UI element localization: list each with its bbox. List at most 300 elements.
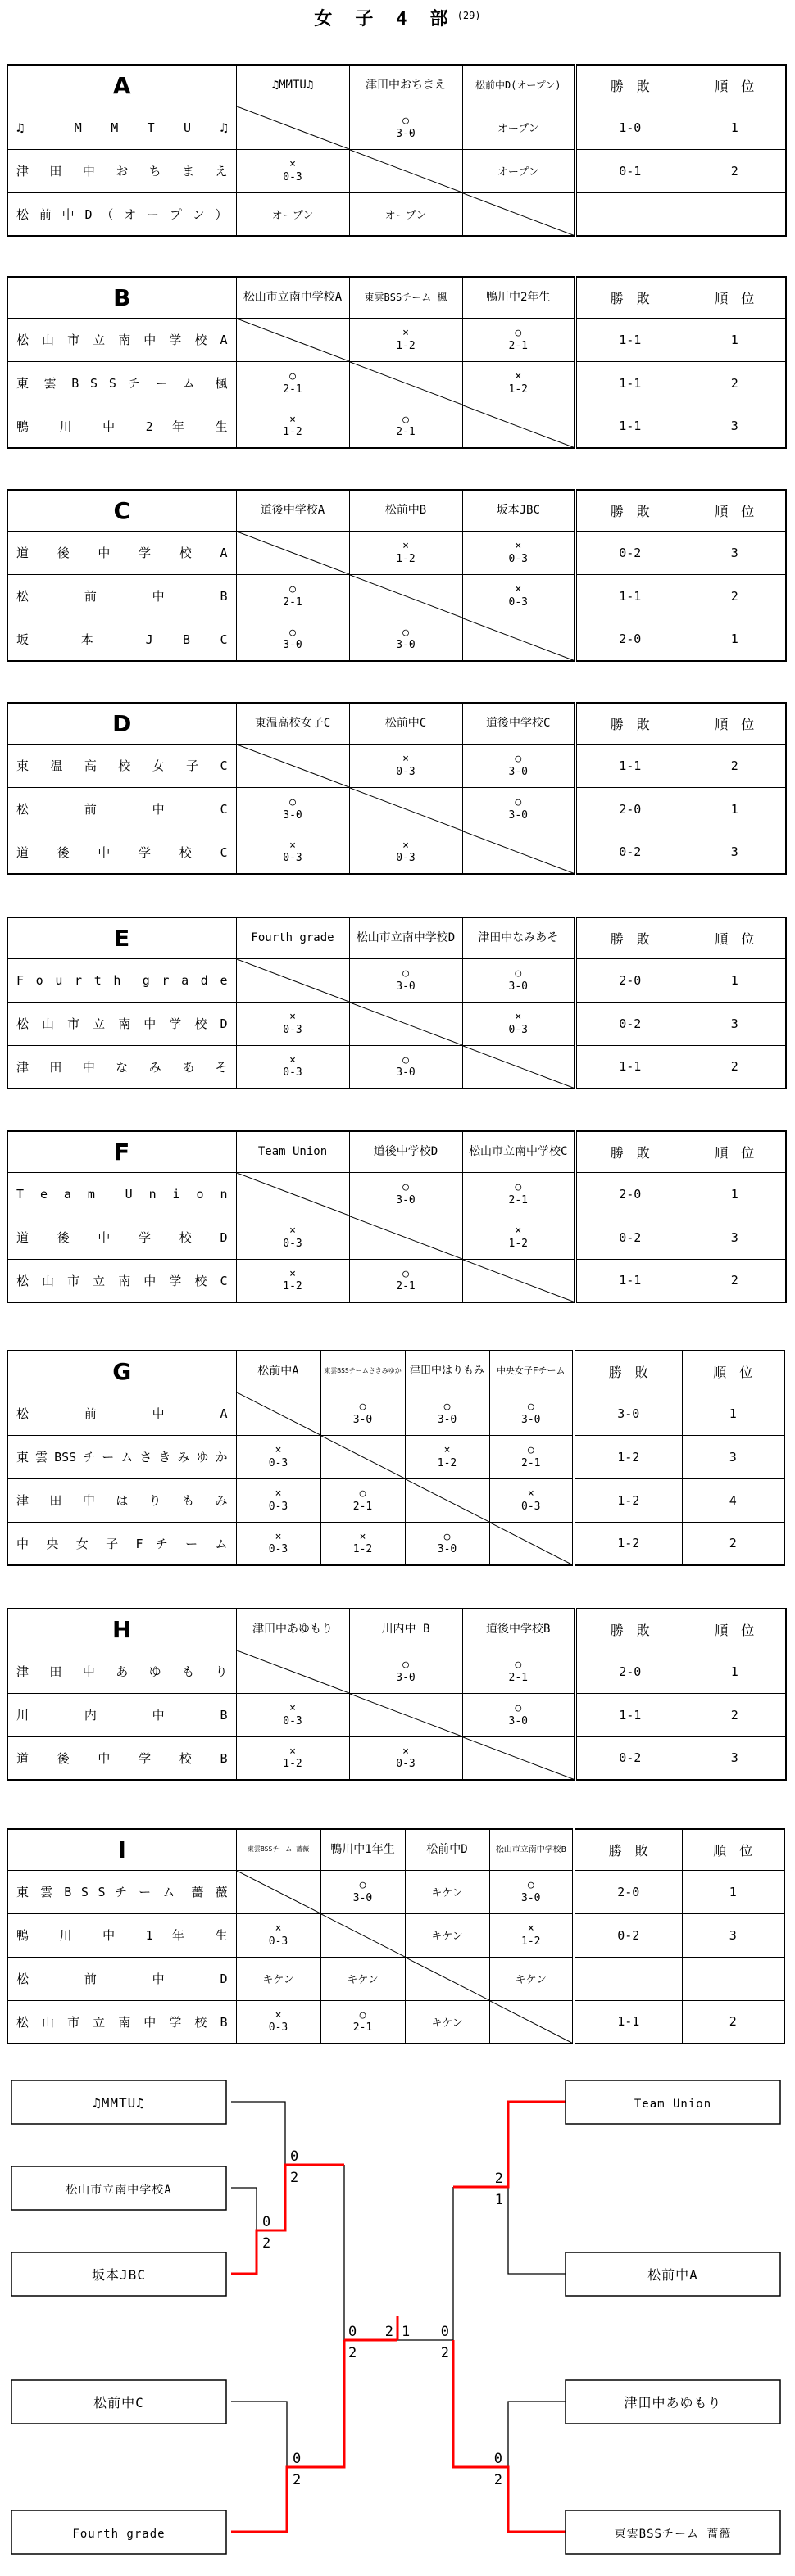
result-score: 3-0 bbox=[521, 1891, 541, 1904]
table-row bbox=[7, 192, 786, 236]
result-cell bbox=[462, 744, 575, 787]
bracket-team-label: 松前中A bbox=[647, 2267, 698, 2283]
team-name: 松 山 市 立 南 中 学 校 D bbox=[7, 1002, 236, 1045]
table-row bbox=[7, 1693, 786, 1736]
team-name: 松 前 中 D bbox=[7, 1957, 236, 2000]
win-loss-value: 0-2 bbox=[575, 1216, 684, 1259]
result-mark: ○ bbox=[443, 1530, 451, 1543]
diagonal-line bbox=[350, 1216, 462, 1259]
rank-value: 2 bbox=[684, 1259, 786, 1302]
result-mark: × bbox=[359, 1530, 366, 1543]
team-name: 松 前 中 D （ オ ー プ ン ） bbox=[7, 192, 236, 236]
diagonal-line bbox=[350, 150, 462, 192]
table-row bbox=[7, 1650, 786, 1693]
win-loss-value: 1-1 bbox=[575, 744, 684, 787]
bracket-team-label: 東雲BSSチーム 薔薇 bbox=[614, 2528, 732, 2541]
rank-value: 2 bbox=[684, 1693, 786, 1736]
group-c-table bbox=[7, 489, 787, 662]
result-text: キケン bbox=[515, 1974, 547, 1986]
opponent-header: 中央女子Fチーム bbox=[489, 1351, 574, 1392]
bracket-score: 0 bbox=[440, 2324, 449, 2340]
result-cell bbox=[236, 1736, 349, 1780]
result-mark: × bbox=[289, 1745, 296, 1758]
result-cell bbox=[320, 1522, 405, 1565]
table-row bbox=[7, 531, 786, 574]
self-cell bbox=[236, 318, 349, 361]
opponent-header: 津田中おちまえ bbox=[349, 65, 462, 106]
table-row bbox=[7, 1522, 784, 1565]
result-cell bbox=[489, 1392, 574, 1435]
result-score: 0-3 bbox=[268, 1543, 288, 1556]
self-cell bbox=[236, 531, 349, 574]
win-loss-value: 1-1 bbox=[575, 1693, 684, 1736]
bracket-score: 2 bbox=[293, 2472, 302, 2488]
result-cell bbox=[236, 1913, 320, 1957]
win-loss-value: 0-1 bbox=[575, 149, 684, 192]
win-loss-header: 勝 敗 bbox=[575, 277, 684, 318]
opponent-header: 松前中D(オープン) bbox=[462, 65, 575, 106]
win-loss-header: 勝 敗 bbox=[574, 1351, 682, 1392]
result-mark: ○ bbox=[527, 1443, 534, 1456]
opponent-header: 松前中A bbox=[236, 1351, 320, 1392]
self-cell bbox=[236, 744, 349, 787]
result-cell bbox=[462, 361, 575, 405]
win-loss-value: 1-1 bbox=[574, 2000, 682, 2044]
rank-header: 順 位 bbox=[684, 1131, 786, 1172]
result-text: オープン bbox=[497, 166, 539, 179]
win-loss-value bbox=[575, 192, 684, 236]
result-score: 3-0 bbox=[396, 127, 416, 140]
result-cell bbox=[236, 149, 349, 192]
result-mark: ○ bbox=[515, 1701, 522, 1714]
self-cell bbox=[462, 405, 575, 448]
result-score: 1-2 bbox=[521, 1935, 541, 1948]
rank-value: 2 bbox=[684, 744, 786, 787]
rank-value: 2 bbox=[682, 1522, 784, 1565]
result-cell bbox=[236, 2000, 320, 2044]
result-mark: × bbox=[402, 326, 409, 339]
diagonal-line bbox=[321, 1436, 405, 1478]
win-loss-value: 2-0 bbox=[575, 1650, 684, 1693]
result-mark: ○ bbox=[402, 626, 409, 639]
diagonal-line bbox=[463, 831, 575, 874]
bracket-score: 2 bbox=[384, 2324, 393, 2340]
table-row bbox=[7, 1736, 786, 1780]
result-cell bbox=[236, 405, 349, 448]
result-score: 3-0 bbox=[437, 1413, 457, 1426]
result-score: 1-2 bbox=[352, 1543, 373, 1556]
result-mark: ○ bbox=[443, 1400, 451, 1413]
result-cell bbox=[462, 574, 575, 618]
result-mark: ○ bbox=[402, 1658, 409, 1671]
diagonal-line bbox=[406, 1958, 489, 2000]
self-cell bbox=[405, 1478, 489, 1522]
result-cell bbox=[405, 1870, 489, 1913]
self-cell bbox=[489, 2000, 574, 2044]
group-label: I bbox=[7, 1829, 236, 1870]
self-cell bbox=[320, 1435, 405, 1478]
win-loss-value: 1-2 bbox=[574, 1435, 682, 1478]
result-score: 3-0 bbox=[352, 1413, 373, 1426]
result-score: 2-1 bbox=[508, 1671, 528, 1684]
result-text: オープン bbox=[497, 123, 539, 135]
bracket-team-label: Fourth grade bbox=[72, 2528, 166, 2541]
diagonal-line bbox=[350, 1694, 462, 1736]
result-mark: ○ bbox=[527, 1878, 534, 1891]
table-row bbox=[7, 744, 786, 787]
team-name: 道 後 中 学 校 C bbox=[7, 831, 236, 874]
win-loss-value: 1-2 bbox=[574, 1522, 682, 1565]
group-h-table bbox=[7, 1608, 787, 1781]
result-score: 1-2 bbox=[437, 1456, 457, 1469]
win-loss-value: 1-1 bbox=[575, 1045, 684, 1089]
result-cell bbox=[489, 1957, 574, 2000]
win-loss-value: 2-0 bbox=[575, 1172, 684, 1216]
diagonal-line bbox=[463, 1046, 575, 1089]
diagonal-line bbox=[237, 532, 349, 574]
result-score: 3-0 bbox=[508, 765, 528, 778]
diagonal-line bbox=[350, 1003, 462, 1045]
win-loss-header: 勝 敗 bbox=[575, 490, 684, 531]
result-score: 0-3 bbox=[508, 552, 528, 565]
result-cell bbox=[462, 1002, 575, 1045]
result-cell bbox=[236, 1522, 320, 1565]
result-score: 2-1 bbox=[508, 339, 528, 352]
team-name: 東雲BSSチームさきみゆか bbox=[7, 1435, 236, 1478]
result-cell bbox=[462, 1650, 575, 1693]
win-loss-value: 2-0 bbox=[574, 1870, 682, 1913]
team-name: 東 温 高 校 女 子 C bbox=[7, 744, 236, 787]
result-cell bbox=[349, 1650, 462, 1693]
result-cell bbox=[349, 618, 462, 661]
opponent-header: 東温高校女子C bbox=[236, 703, 349, 744]
self-cell bbox=[236, 958, 349, 1002]
bracket-team-label: 松山市立南中学校A bbox=[66, 2184, 172, 2197]
opponent-header: 東雲BSSチームさきみゆか bbox=[320, 1351, 405, 1392]
self-cell bbox=[236, 1650, 349, 1693]
result-score: 0-3 bbox=[521, 1500, 541, 1513]
win-loss-value: 2-0 bbox=[575, 787, 684, 831]
self-cell bbox=[236, 1392, 320, 1435]
result-mark: ○ bbox=[527, 1400, 534, 1413]
result-cell bbox=[236, 1045, 349, 1089]
team-name: T e a m U n i o n bbox=[7, 1172, 236, 1216]
result-cell bbox=[236, 192, 349, 236]
opponent-header: 松山市立南中学校A bbox=[236, 277, 349, 318]
result-score: 3-0 bbox=[352, 1891, 373, 1904]
win-loss-value: 0-2 bbox=[575, 1736, 684, 1780]
opponent-header: 津田中あゆもり bbox=[236, 1609, 349, 1650]
result-mark: × bbox=[275, 1922, 282, 1935]
result-cell bbox=[349, 192, 462, 236]
result-cell bbox=[405, 1913, 489, 1957]
result-mark: × bbox=[289, 839, 296, 852]
result-mark: × bbox=[289, 1267, 296, 1280]
rank-value: 1 bbox=[684, 318, 786, 361]
team-name: 東 雲 B S S チ ー ム 薔 薇 bbox=[7, 1870, 236, 1913]
opponent-header: 津田中はりもみ bbox=[405, 1351, 489, 1392]
result-score: 1-2 bbox=[396, 552, 416, 565]
result-mark: ○ bbox=[289, 582, 296, 595]
result-text: キケン bbox=[431, 1931, 463, 1943]
bracket-team-label: 松前中C bbox=[93, 2395, 144, 2411]
opponent-header: 津田中なみあそ bbox=[462, 917, 575, 958]
bracket-score: 2 bbox=[262, 2235, 271, 2252]
bracket-line bbox=[508, 2402, 566, 2467]
result-cell bbox=[462, 1693, 575, 1736]
result-score: 3-0 bbox=[283, 808, 302, 822]
table-row bbox=[7, 106, 786, 149]
bracket-score: 1 bbox=[402, 2324, 411, 2340]
win-loss-value: 0-2 bbox=[575, 531, 684, 574]
win-loss-value: 1-1 bbox=[575, 405, 684, 448]
opponent-header: 道後中学校B bbox=[462, 1609, 575, 1650]
rank-header: 順 位 bbox=[684, 65, 786, 106]
result-mark: × bbox=[289, 1053, 296, 1066]
self-cell bbox=[462, 192, 575, 236]
self-cell bbox=[236, 106, 349, 149]
result-cell bbox=[462, 787, 575, 831]
bracket-line bbox=[508, 2187, 566, 2274]
result-score: 0-3 bbox=[283, 170, 302, 183]
result-cell bbox=[462, 1216, 575, 1259]
result-mark: × bbox=[515, 369, 522, 383]
bracket-score: 0 bbox=[493, 2451, 502, 2467]
result-score: 3-0 bbox=[508, 1714, 528, 1727]
team-name: 道 後 中 学 校 A bbox=[7, 531, 236, 574]
team-name: 松 山 市 立 南 中 学 校 A bbox=[7, 318, 236, 361]
opponent-header: 東雲BSSチーム 楓 bbox=[349, 277, 462, 318]
bracket-team-label: ♫MMTU♫ bbox=[93, 2095, 145, 2111]
result-mark: ○ bbox=[402, 413, 409, 426]
win-loss-value: 1-1 bbox=[575, 361, 684, 405]
result-score: 0-3 bbox=[283, 1023, 302, 1036]
win-loss-header: 勝 敗 bbox=[575, 65, 684, 106]
rank-value: 2 bbox=[684, 361, 786, 405]
table-row bbox=[7, 1957, 784, 2000]
bracket-team-label: 津田中あゆもり bbox=[624, 2395, 722, 2411]
result-mark: × bbox=[515, 1010, 522, 1023]
result-cell bbox=[236, 1693, 349, 1736]
rank-header: 順 位 bbox=[684, 917, 786, 958]
diagonal-line bbox=[406, 1479, 489, 1522]
result-cell bbox=[462, 958, 575, 1002]
diagonal-line bbox=[237, 1392, 320, 1435]
result-cell bbox=[236, 1002, 349, 1045]
result-score: 3-0 bbox=[396, 980, 416, 993]
result-mark: × bbox=[515, 539, 522, 552]
rank-value: 2 bbox=[684, 149, 786, 192]
diagonal-line bbox=[237, 1173, 349, 1216]
result-cell bbox=[236, 1478, 320, 1522]
rank-value: 1 bbox=[684, 618, 786, 661]
result-cell bbox=[462, 531, 575, 574]
result-cell bbox=[349, 531, 462, 574]
table-row bbox=[7, 787, 786, 831]
result-score: 0-3 bbox=[283, 1714, 302, 1727]
result-score: 2-1 bbox=[352, 2021, 373, 2035]
result-cell bbox=[462, 106, 575, 149]
diagonal-line bbox=[463, 1260, 575, 1302]
opponent-header: 東雲BSSチーム 薔薇 bbox=[236, 1829, 320, 1870]
rank-header: 順 位 bbox=[684, 277, 786, 318]
result-cell bbox=[236, 361, 349, 405]
result-mark: × bbox=[443, 1443, 451, 1456]
result-text: キケン bbox=[431, 2017, 463, 2030]
team-name: 松 前 中 C bbox=[7, 787, 236, 831]
result-text: キケン bbox=[431, 1887, 463, 1899]
win-loss-value bbox=[574, 1957, 682, 2000]
table-row bbox=[7, 2000, 784, 2044]
result-score: 2-1 bbox=[508, 1193, 528, 1207]
rank-value: 3 bbox=[684, 1216, 786, 1259]
team-name: 川 内 中 B bbox=[7, 1693, 236, 1736]
rank-value: 1 bbox=[684, 1650, 786, 1693]
result-cell bbox=[349, 1172, 462, 1216]
result-mark: × bbox=[289, 1701, 296, 1714]
rank-value: 3 bbox=[682, 1435, 784, 1478]
result-score: 2-1 bbox=[283, 383, 302, 396]
result-score: 0-3 bbox=[396, 852, 416, 865]
rank-header: 順 位 bbox=[684, 703, 786, 744]
result-cell bbox=[320, 1392, 405, 1435]
opponent-header: Fourth grade bbox=[236, 917, 349, 958]
table-row bbox=[7, 1216, 786, 1259]
team-name: 松 前 中 A bbox=[7, 1392, 236, 1435]
result-mark: ○ bbox=[515, 967, 522, 980]
result-score: 3-0 bbox=[396, 639, 416, 652]
result-cell bbox=[236, 574, 349, 618]
result-score: 1-2 bbox=[508, 1237, 528, 1250]
result-mark: × bbox=[275, 2008, 282, 2021]
result-mark: ○ bbox=[359, 2008, 366, 2021]
opponent-header: 鴨川中1年生 bbox=[320, 1829, 405, 1870]
group-label: F bbox=[7, 1131, 236, 1172]
team-name: 道 後 中 学 校 D bbox=[7, 1216, 236, 1259]
bracket-score: 2 bbox=[290, 2170, 299, 2186]
opponent-header: 道後中学校A bbox=[236, 490, 349, 531]
result-score: 0-3 bbox=[268, 2021, 288, 2035]
bracket-score: 1 bbox=[494, 2192, 503, 2208]
result-cell bbox=[349, 1259, 462, 1302]
win-loss-value: 1-1 bbox=[575, 574, 684, 618]
result-mark: × bbox=[289, 413, 296, 426]
result-cell bbox=[349, 831, 462, 874]
self-cell bbox=[349, 574, 462, 618]
result-mark: × bbox=[515, 582, 522, 595]
self-cell bbox=[320, 1913, 405, 1957]
self-cell bbox=[462, 1736, 575, 1780]
result-score: 0-3 bbox=[508, 1023, 528, 1036]
bracket-score: 2 bbox=[493, 2472, 502, 2488]
result-score: 2-1 bbox=[352, 1500, 373, 1513]
result-cell bbox=[236, 1957, 320, 2000]
rank-header: 順 位 bbox=[684, 490, 786, 531]
self-cell bbox=[349, 1002, 462, 1045]
rank-header: 順 位 bbox=[682, 1351, 784, 1392]
self-cell bbox=[462, 831, 575, 874]
opponent-header: 松山市立南中学校B bbox=[489, 1829, 574, 1870]
opponent-header: 道後中学校C bbox=[462, 703, 575, 744]
result-score: 1-2 bbox=[508, 383, 528, 396]
result-cell bbox=[349, 958, 462, 1002]
result-cell bbox=[405, 1435, 489, 1478]
result-mark: ○ bbox=[359, 1400, 366, 1413]
win-loss-header: 勝 敗 bbox=[575, 1609, 684, 1650]
result-mark: ○ bbox=[402, 1267, 409, 1280]
win-loss-header: 勝 敗 bbox=[575, 917, 684, 958]
rank-value: 3 bbox=[684, 1736, 786, 1780]
group-i-table bbox=[7, 1828, 785, 2044]
rank-value: 3 bbox=[684, 531, 786, 574]
table-row bbox=[7, 574, 786, 618]
rank-value: 1 bbox=[684, 958, 786, 1002]
result-text: オープン bbox=[384, 209, 427, 222]
self-cell bbox=[236, 1870, 320, 1913]
table-row bbox=[7, 1002, 786, 1045]
result-mark: × bbox=[275, 1487, 282, 1500]
result-score: 0-3 bbox=[283, 852, 302, 865]
division-number: (29) bbox=[457, 10, 481, 21]
result-cell bbox=[349, 1736, 462, 1780]
rank-value: 4 bbox=[682, 1478, 784, 1522]
opponent-header: 松前中C bbox=[349, 703, 462, 744]
diagonal-line bbox=[350, 362, 462, 405]
team-name: 中 央 女 子 F チ ー ム bbox=[7, 1522, 236, 1565]
result-score: 0-3 bbox=[268, 1456, 288, 1469]
diagonal-line bbox=[237, 745, 349, 787]
opponent-header: 松前中D bbox=[405, 1829, 489, 1870]
result-cell bbox=[236, 787, 349, 831]
bracket-team-label: Team Union bbox=[634, 2098, 712, 2111]
result-score: 2-1 bbox=[283, 595, 302, 609]
result-mark: ○ bbox=[402, 1180, 409, 1193]
result-mark: × bbox=[289, 157, 296, 170]
winner-line bbox=[231, 2165, 344, 2274]
result-score: 0-3 bbox=[268, 1935, 288, 1948]
result-cell bbox=[349, 318, 462, 361]
diagonal-line bbox=[490, 2001, 573, 2044]
table-row bbox=[7, 405, 786, 448]
result-mark: ○ bbox=[402, 1053, 409, 1066]
result-mark: ○ bbox=[515, 752, 522, 765]
diagonal-line bbox=[321, 1914, 405, 1957]
table-row bbox=[7, 831, 786, 874]
win-loss-header: 勝 敗 bbox=[575, 703, 684, 744]
result-cell bbox=[320, 1870, 405, 1913]
opponent-header: 鴨川中2年生 bbox=[462, 277, 575, 318]
group-label: D bbox=[7, 703, 236, 744]
result-cell bbox=[405, 1522, 489, 1565]
result-cell bbox=[462, 1172, 575, 1216]
result-mark: × bbox=[402, 839, 409, 852]
result-score: 0-3 bbox=[508, 595, 528, 609]
result-mark: × bbox=[289, 1010, 296, 1023]
opponent-header: ♫MMTU♫ bbox=[236, 65, 349, 106]
diagonal-line bbox=[463, 405, 575, 448]
win-loss-header: 勝 敗 bbox=[575, 1131, 684, 1172]
team-name: 松 前 中 B bbox=[7, 574, 236, 618]
page-title bbox=[0, 5, 795, 30]
result-score: 3-0 bbox=[396, 1671, 416, 1684]
winner-line bbox=[231, 2340, 344, 2532]
result-score: 0-3 bbox=[396, 765, 416, 778]
bracket-score: 2 bbox=[494, 2171, 503, 2187]
team-name: 松 山 市 立 南 中 学 校 C bbox=[7, 1259, 236, 1302]
result-cell bbox=[320, 2000, 405, 2044]
result-cell bbox=[462, 149, 575, 192]
result-score: 3-0 bbox=[437, 1543, 457, 1556]
